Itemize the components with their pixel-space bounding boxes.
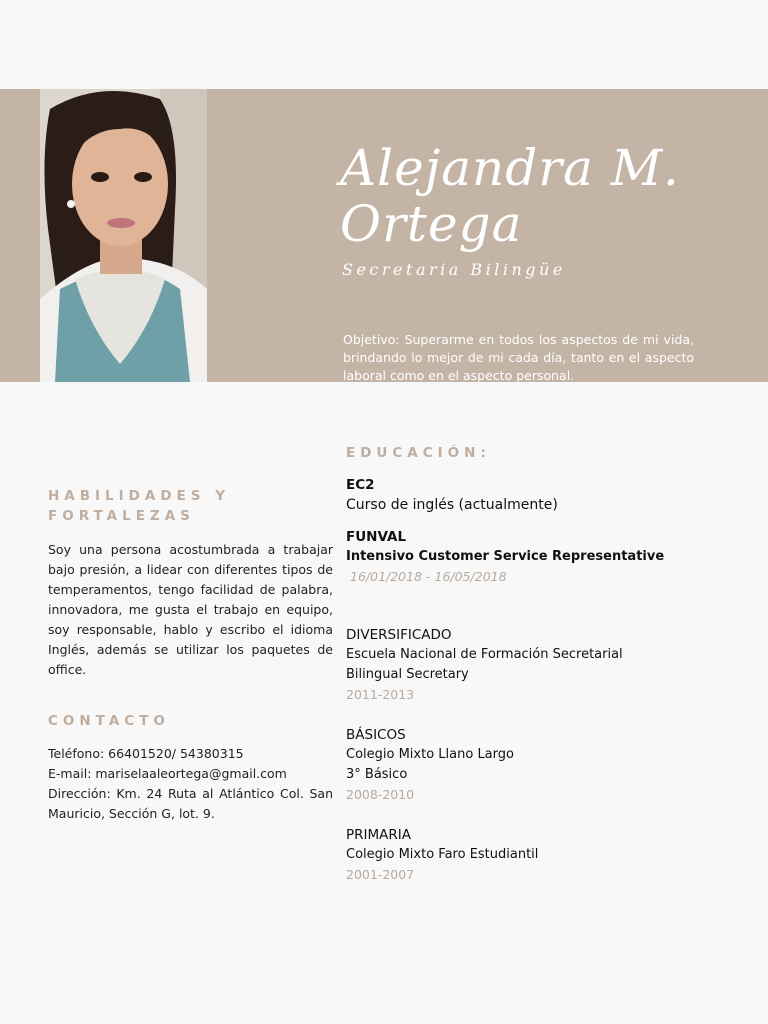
education-heading: EDUCACIÓN: [346,445,491,461]
education-institution: FUNVAL [346,529,407,545]
education-detail: Escuela Nacional de Formación Secretarial [346,647,623,662]
skills-text: Soy una persona acostumbrada a trabajar bajo presión, a lidear con diferentes tipos de temperamentos, tengo facilidad de palabra, innovadora, me gusta el trabajo en equipo, soy responsable, hablo y escribo el idioma Inglés, además se utilizar los paquetes de office. [48,542,333,677]
skills-heading-line-1: HABILIDADES Y [48,488,230,504]
education-dates: 16/01/2018 - 16/05/2018 [350,569,507,584]
education-institution: BÁSICOS [346,727,406,743]
education-detail-2: 3° Básico [346,767,408,782]
education-institution: EC2 [346,477,375,493]
education-item-basicos [346,725,746,805]
education-dates: 2008-2010 [346,787,415,802]
education-item-funval [346,527,746,587]
education-detail: Intensivo Customer Service Representative [346,549,665,564]
education-item-ec2 [346,475,746,515]
candidate-name [340,140,760,252]
name-line-2: Ortega [340,195,523,253]
job-title: Secretaria Bilingüe [342,260,566,279]
profile-photo [40,89,207,382]
education-detail: Colegio Mixto Llano Largo [346,747,514,762]
education-dates: 2001-2007 [346,867,415,882]
skills-heading [48,486,230,526]
education-institution: PRIMARIA [346,827,411,843]
education-item-diversificado [346,625,746,705]
contact-heading: CONTACTO [48,713,170,729]
contact-email: E-mail: mariselaaleortega@gmail.com [48,766,287,781]
education-detail: Colegio Mixto Faro Estudiantil [346,847,539,862]
education-item-primaria [346,825,746,885]
contact-info [48,744,333,824]
education-detail: Curso de inglés (actualmente) [346,497,558,513]
education-dates: 2011-2013 [346,687,415,702]
contact-address: Dirección: Km. 24 Ruta al Atlántico Col. San Mauricio, Sección G, lot. 9. [48,786,333,821]
objective-text: Objetivo: Superarme en todos los aspectos de mi vida, brindando lo mejor de mi cada día, tanto en el aspecto laboral como en el aspecto personal. [343,332,694,383]
education-institution: DIVERSIFICADO [346,627,452,643]
contact-phone: Teléfono: 66401520/ 54380315 [48,746,244,761]
education-detail-2: Bilingual Secretary [346,667,469,682]
skills-heading-line-2: FORTALEZAS [48,508,195,524]
name-line-1: Alejandra M. [340,139,680,197]
